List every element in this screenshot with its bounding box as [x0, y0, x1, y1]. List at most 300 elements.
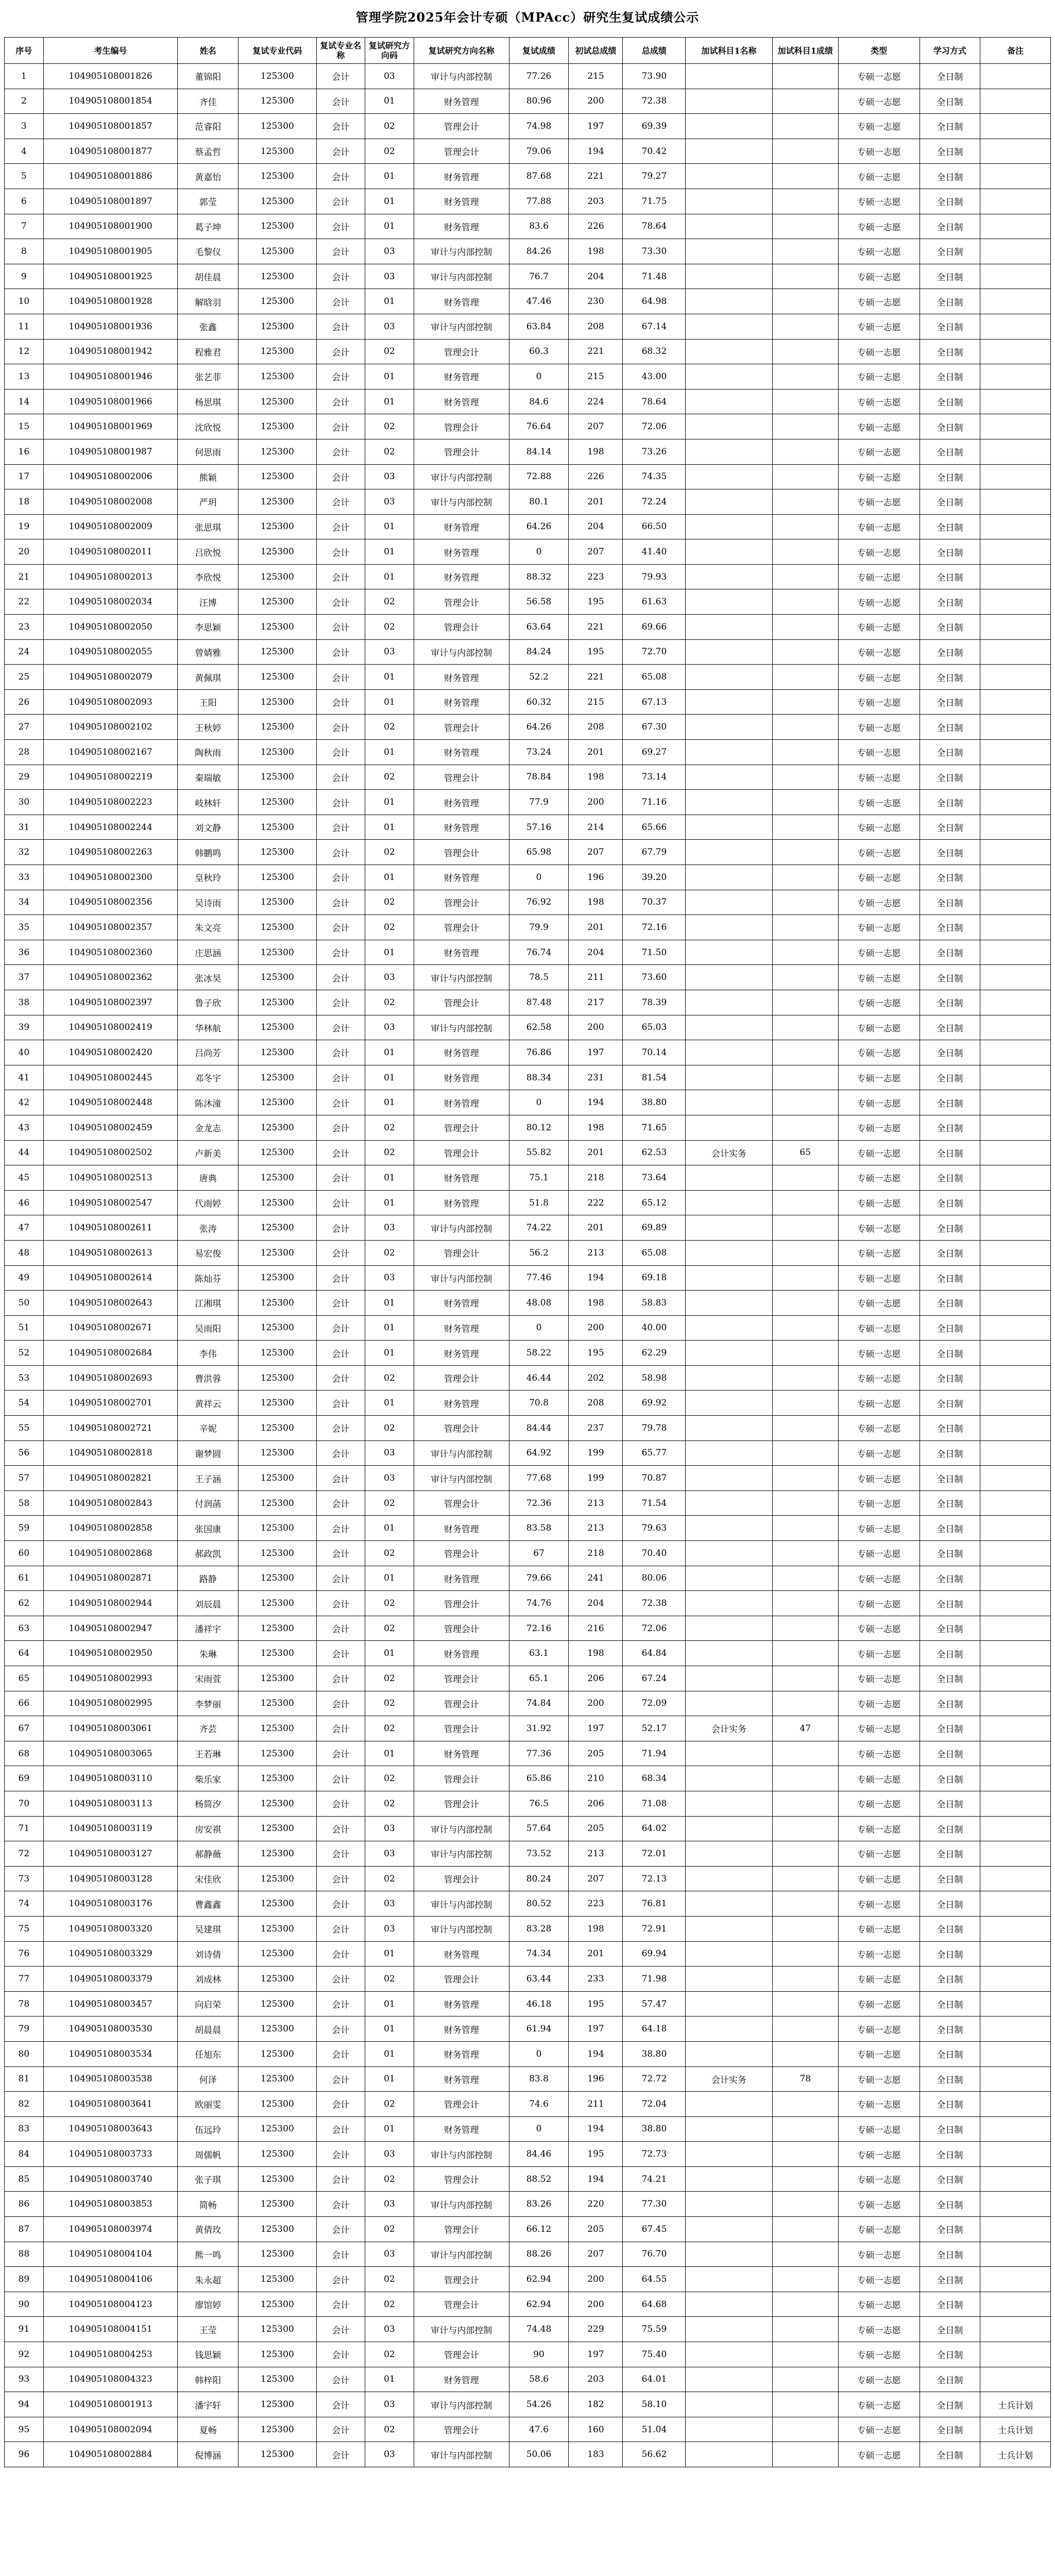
cell-col-seq: 44: [5, 1140, 44, 1165]
cell-col-study-mode: 全日制: [920, 2417, 980, 2442]
cell-col-total-score: 58.10: [623, 2392, 686, 2417]
cell-col-name: 解晗羽: [178, 289, 239, 314]
cell-col-extra-score: [772, 1591, 838, 1616]
cell-col-extra-score: 65: [772, 1140, 838, 1165]
cell-col-initial-score: 194: [569, 1090, 623, 1115]
cell-col-extra-score: [772, 815, 838, 840]
cell-col-study-mode: 全日制: [920, 2317, 980, 2342]
cell-col-major-name: 会计: [316, 1741, 365, 1766]
cell-col-seq: 45: [5, 1165, 44, 1191]
cell-col-direction-code: 03: [365, 2142, 414, 2167]
cell-col-exam-id: 104905108001966: [43, 389, 178, 414]
cell-col-study-mode: 全日制: [920, 2166, 980, 2192]
cell-col-extra-score: [772, 865, 838, 890]
cell-col-type: 专硕一志愿: [838, 1666, 920, 1691]
cell-col-exam-id: 104905108002357: [43, 915, 178, 940]
cell-col-initial-score: 223: [569, 564, 623, 589]
cell-col-direction-name: 财务管理: [414, 1641, 509, 1666]
cell-col-study-mode: 全日制: [920, 2217, 980, 2242]
cell-col-major-code: 125300: [239, 214, 316, 239]
cell-col-type: 专硕一志愿: [838, 1516, 920, 1541]
cell-col-initial-score: 197: [569, 2016, 623, 2042]
cell-col-name: 宋雨萱: [178, 1666, 239, 1691]
cell-col-initial-score: 215: [569, 364, 623, 389]
cell-col-initial-score: 215: [569, 689, 623, 715]
cell-col-major-name: 会计: [316, 2292, 365, 2317]
cell-col-major-code: 125300: [239, 965, 316, 990]
cell-col-remark: [980, 2367, 1051, 2392]
cell-col-major-code: 125300: [239, 1165, 316, 1191]
cell-col-direction-code: 03: [365, 239, 414, 264]
cell-col-extra-subject: [686, 2392, 772, 2417]
cell-col-direction-name: 管理会计: [414, 1791, 509, 1816]
cell-col-extra-subject: [686, 1967, 772, 1992]
cell-col-remark: [980, 564, 1051, 589]
cell-col-direction-name: 财务管理: [414, 89, 509, 114]
cell-col-remark: [980, 1015, 1051, 1040]
cell-col-major-code: 125300: [239, 139, 316, 164]
cell-col-retest-score: 61.94: [509, 2016, 569, 2042]
cell-col-name: 严玥: [178, 489, 239, 515]
cell-col-extra-score: [772, 1490, 838, 1516]
table-row: [5, 790, 1051, 815]
cell-col-direction-name: 财务管理: [414, 665, 509, 690]
cell-col-retest-score: 60.3: [509, 339, 569, 364]
cell-col-name: 董锦阳: [178, 64, 239, 89]
cell-col-major-name: 会计: [316, 1866, 365, 1891]
cell-col-direction-code: 03: [365, 639, 414, 665]
cell-col-initial-score: 203: [569, 2367, 623, 2392]
cell-col-direction-code: 02: [365, 414, 414, 439]
cell-col-extra-subject: [686, 965, 772, 990]
cell-col-remark: [980, 1040, 1051, 1065]
cell-col-extra-subject: [686, 2242, 772, 2267]
cell-col-major-name: 会计: [316, 815, 365, 840]
cell-col-name: 代雨婷: [178, 1190, 239, 1215]
cell-col-major-code: 125300: [239, 2417, 316, 2442]
cell-col-extra-subject: [686, 2142, 772, 2167]
cell-col-retest-score: 84.46: [509, 2142, 569, 2167]
cell-col-total-score: 56.62: [623, 2442, 686, 2467]
cell-col-initial-score: 217: [569, 990, 623, 1015]
cell-col-exam-id: 104905108001857: [43, 114, 178, 139]
cell-col-name: 陈沐潼: [178, 1090, 239, 1115]
cell-col-major-name: 会计: [316, 414, 365, 439]
cell-col-extra-score: [772, 64, 838, 89]
cell-col-initial-score: 195: [569, 639, 623, 665]
cell-col-retest-score: 77.46: [509, 1265, 569, 1291]
header-col-extra-score: 加试科目1成绩: [772, 38, 838, 64]
cell-col-initial-score: 200: [569, 1015, 623, 1040]
cell-col-major-code: 125300: [239, 2342, 316, 2367]
cell-col-extra-subject: [686, 1165, 772, 1191]
cell-col-direction-code: 02: [365, 715, 414, 740]
cell-col-seq: 72: [5, 1841, 44, 1867]
cell-col-retest-score: 66.12: [509, 2217, 569, 2242]
cell-col-seq: 63: [5, 1616, 44, 1641]
cell-col-retest-score: 50.06: [509, 2442, 569, 2467]
cell-col-exam-id: 104905108002445: [43, 1065, 178, 1090]
cell-col-major-name: 会计: [316, 1566, 365, 1591]
cell-col-study-mode: 全日制: [920, 1841, 980, 1867]
cell-col-initial-score: 198: [569, 439, 623, 464]
cell-col-extra-subject: [686, 1416, 772, 1441]
cell-col-exam-id: 104905108002614: [43, 1265, 178, 1291]
cell-col-study-mode: 全日制: [920, 840, 980, 865]
cell-col-type: 专硕一志愿: [838, 564, 920, 589]
cell-col-study-mode: 全日制: [920, 2392, 980, 2417]
cell-col-extra-score: [772, 139, 838, 164]
cell-col-major-code: 125300: [239, 815, 316, 840]
cell-col-major-code: 125300: [239, 2116, 316, 2142]
cell-col-direction-code: 02: [365, 1240, 414, 1265]
cell-col-extra-subject: [686, 2116, 772, 2142]
cell-col-extra-score: [772, 840, 838, 865]
table-row: [5, 1866, 1051, 1891]
cell-col-exam-id: 104905108002993: [43, 1666, 178, 1691]
cell-col-seq: 50: [5, 1291, 44, 1316]
cell-col-direction-code: 01: [365, 1941, 414, 1967]
cell-col-major-name: 会计: [316, 1967, 365, 1992]
cell-col-study-mode: 全日制: [920, 1716, 980, 1741]
cell-col-extra-subject: [686, 815, 772, 840]
cell-col-initial-score: 201: [569, 489, 623, 515]
cell-col-extra-score: [772, 239, 838, 264]
cell-col-name: 沈欣悦: [178, 414, 239, 439]
table-row: [5, 2392, 1051, 2417]
cell-col-remark: [980, 2317, 1051, 2342]
cell-col-direction-code: 01: [365, 189, 414, 214]
cell-col-remark: [980, 1691, 1051, 1716]
cell-col-direction-code: 02: [365, 114, 414, 139]
cell-col-type: 专硕一志愿: [838, 289, 920, 314]
cell-col-direction-code: 02: [365, 1616, 414, 1641]
cell-col-study-mode: 全日制: [920, 1916, 980, 1941]
cell-col-extra-score: [772, 1115, 838, 1140]
cell-col-extra-score: [772, 1365, 838, 1391]
cell-col-exam-id: 104905108001900: [43, 214, 178, 239]
cell-col-total-score: 71.48: [623, 264, 686, 289]
cell-col-major-name: 会计: [316, 715, 365, 740]
cell-col-initial-score: 211: [569, 965, 623, 990]
cell-col-total-score: 64.55: [623, 2267, 686, 2292]
cell-col-type: 专硕一志愿: [838, 364, 920, 389]
cell-col-total-score: 39.20: [623, 865, 686, 890]
cell-col-remark: [980, 1365, 1051, 1391]
cell-col-extra-score: [772, 339, 838, 364]
cell-col-direction-name: 财务管理: [414, 740, 509, 765]
cell-col-major-code: 125300: [239, 1341, 316, 1366]
cell-col-remark: [980, 1616, 1051, 1641]
cell-col-major-code: 125300: [239, 1541, 316, 1566]
cell-col-study-mode: 全日制: [920, 2367, 980, 2392]
cell-col-type: 专硕一志愿: [838, 2392, 920, 2417]
header-col-exam-id: 考生编号: [43, 38, 178, 64]
cell-col-major-name: 会计: [316, 2166, 365, 2192]
cell-col-initial-score: 208: [569, 715, 623, 740]
cell-col-extra-score: [772, 2392, 838, 2417]
cell-col-study-mode: 全日制: [920, 1941, 980, 1967]
cell-col-type: 专硕一志愿: [838, 2016, 920, 2042]
cell-col-retest-score: 77.88: [509, 189, 569, 214]
cell-col-name: 邓冬宇: [178, 1065, 239, 1090]
cell-col-study-mode: 全日制: [920, 790, 980, 815]
cell-col-seq: 91: [5, 2317, 44, 2342]
cell-col-major-name: 会计: [316, 1841, 365, 1867]
cell-col-retest-score: 76.86: [509, 1040, 569, 1065]
cell-col-extra-score: [772, 1015, 838, 1040]
cell-col-exam-id: 104905108002721: [43, 1416, 178, 1441]
cell-col-direction-code: 01: [365, 1040, 414, 1065]
cell-col-direction-name: 财务管理: [414, 1516, 509, 1541]
cell-col-retest-score: 73.24: [509, 740, 569, 765]
cell-col-exam-id: 104905108002009: [43, 514, 178, 539]
cell-col-name: 房安祺: [178, 1816, 239, 1841]
cell-col-extra-subject: [686, 1365, 772, 1391]
cell-col-study-mode: 全日制: [920, 414, 980, 439]
cell-col-direction-code: 02: [365, 1766, 414, 1791]
cell-col-study-mode: 全日制: [920, 1816, 980, 1841]
cell-col-retest-score: 47.46: [509, 289, 569, 314]
cell-col-total-score: 51.04: [623, 2417, 686, 2442]
cell-col-extra-score: [772, 389, 838, 414]
cell-col-seq: 57: [5, 1466, 44, 1491]
cell-col-major-code: 125300: [239, 1866, 316, 1891]
cell-col-retest-score: 74.98: [509, 114, 569, 139]
cell-col-name: 黄倩玫: [178, 2217, 239, 2242]
cell-col-extra-score: [772, 2442, 838, 2467]
cell-col-total-score: 73.26: [623, 439, 686, 464]
cell-col-name: 李梦丽: [178, 1691, 239, 1716]
cell-col-major-code: 125300: [239, 2442, 316, 2467]
table-row: [5, 1015, 1051, 1040]
cell-col-study-mode: 全日制: [920, 2242, 980, 2267]
cell-col-major-code: 125300: [239, 890, 316, 915]
cell-col-initial-score: 221: [569, 339, 623, 364]
cell-col-total-score: 64.01: [623, 2367, 686, 2392]
cell-col-type: 专硕一志愿: [838, 1991, 920, 2016]
cell-col-direction-code: 01: [365, 539, 414, 565]
cell-col-extra-subject: [686, 740, 772, 765]
cell-col-direction-name: 管理会计: [414, 765, 509, 790]
cell-col-extra-subject: [686, 890, 772, 915]
cell-col-initial-score: 204: [569, 1591, 623, 1616]
cell-col-extra-score: [772, 289, 838, 314]
cell-col-type: 专硕一志愿: [838, 2217, 920, 2242]
cell-col-direction-code: 03: [365, 2442, 414, 2467]
cell-col-direction-code: 03: [365, 1015, 414, 1040]
cell-col-study-mode: 全日制: [920, 2016, 980, 2042]
table-row: [5, 1140, 1051, 1165]
cell-col-initial-score: 213: [569, 1240, 623, 1265]
cell-col-type: 专硕一志愿: [838, 539, 920, 565]
cell-col-exam-id: 104905108003176: [43, 1891, 178, 1917]
cell-col-direction-name: 财务管理: [414, 790, 509, 815]
cell-col-exam-id: 104905108004323: [43, 2367, 178, 2392]
cell-col-type: 专硕一志愿: [838, 1040, 920, 1065]
cell-col-major-code: 125300: [239, 1916, 316, 1941]
cell-col-seq: 93: [5, 2367, 44, 2392]
cell-col-name: 刘成林: [178, 1967, 239, 1992]
cell-col-remark: [980, 639, 1051, 665]
cell-col-total-score: 71.08: [623, 1791, 686, 1816]
cell-col-direction-code: 01: [365, 2041, 414, 2066]
cell-col-total-score: 72.38: [623, 89, 686, 114]
cell-col-initial-score: 215: [569, 64, 623, 89]
cell-col-type: 专硕一志愿: [838, 1265, 920, 1291]
cell-col-direction-code: 02: [365, 1866, 414, 1891]
cell-col-extra-subject: [686, 2317, 772, 2342]
cell-col-remark: [980, 2166, 1051, 2192]
cell-col-extra-subject: [686, 139, 772, 164]
cell-col-major-name: 会计: [316, 665, 365, 690]
cell-col-name: 黄祥云: [178, 1391, 239, 1416]
cell-col-total-score: 72.70: [623, 639, 686, 665]
cell-col-extra-score: [772, 1816, 838, 1841]
cell-col-seq: 47: [5, 1215, 44, 1241]
cell-col-name: 何泽: [178, 2066, 239, 2092]
cell-col-extra-score: [772, 439, 838, 464]
cell-col-remark: [980, 1566, 1051, 1591]
cell-col-exam-id: 104905108001905: [43, 239, 178, 264]
cell-col-total-score: 78.39: [623, 990, 686, 1015]
cell-col-retest-score: 77.9: [509, 790, 569, 815]
cell-col-major-code: 125300: [239, 940, 316, 965]
cell-col-extra-score: [772, 1341, 838, 1366]
cell-col-type: 专硕一志愿: [838, 715, 920, 740]
cell-col-major-name: 会计: [316, 740, 365, 765]
cell-col-remark: [980, 1967, 1051, 1992]
cell-col-extra-subject: [686, 1791, 772, 1816]
table-row: [5, 564, 1051, 589]
cell-col-extra-score: [772, 1991, 838, 2016]
cell-col-type: 专硕一志愿: [838, 1616, 920, 1641]
table-row: [5, 2016, 1051, 2042]
cell-col-major-code: 125300: [239, 1641, 316, 1666]
cell-col-exam-id: 104905108004253: [43, 2342, 178, 2367]
cell-col-retest-score: 0: [509, 2116, 569, 2142]
cell-col-total-score: 68.34: [623, 1766, 686, 1791]
cell-col-extra-score: [772, 1165, 838, 1191]
cell-col-exam-id: 104905108001886: [43, 164, 178, 189]
cell-col-study-mode: 全日制: [920, 1015, 980, 1040]
cell-col-direction-code: 02: [365, 1490, 414, 1516]
cell-col-study-mode: 全日制: [920, 514, 980, 539]
cell-col-retest-score: 76.5: [509, 1791, 569, 1816]
cell-col-total-score: 70.42: [623, 139, 686, 164]
cell-col-extra-subject: [686, 1341, 772, 1366]
cell-col-remark: [980, 1766, 1051, 1791]
cell-col-study-mode: 全日制: [920, 689, 980, 715]
cell-col-major-code: 125300: [239, 1941, 316, 1967]
cell-col-seq: 95: [5, 2417, 44, 2442]
cell-col-total-score: 57.47: [623, 1991, 686, 2016]
cell-col-exam-id: 104905108002693: [43, 1365, 178, 1391]
cell-col-study-mode: 全日制: [920, 1666, 980, 1691]
cell-col-direction-code: 01: [365, 815, 414, 840]
cell-col-extra-subject: [686, 239, 772, 264]
cell-col-direction-code: 02: [365, 2292, 414, 2317]
cell-col-name: 张思琪: [178, 514, 239, 539]
cell-col-type: 专硕一志愿: [838, 1841, 920, 1867]
cell-col-remark: [980, 1215, 1051, 1241]
cell-col-seq: 94: [5, 2392, 44, 2417]
table-row: [5, 1490, 1051, 1516]
cell-col-remark: [980, 1315, 1051, 1341]
cell-col-direction-name: 财务管理: [414, 940, 509, 965]
cell-col-major-code: 125300: [239, 2016, 316, 2042]
cell-col-seq: 96: [5, 2442, 44, 2467]
table-row: [5, 890, 1051, 915]
cell-col-remark: [980, 1341, 1051, 1366]
cell-col-direction-code: 01: [365, 1391, 414, 1416]
cell-col-retest-score: 80.12: [509, 1115, 569, 1140]
cell-col-retest-score: 65.98: [509, 840, 569, 865]
cell-col-study-mode: 全日制: [920, 339, 980, 364]
cell-col-total-score: 41.40: [623, 539, 686, 565]
cell-col-remark: [980, 1466, 1051, 1491]
cell-col-type: 专硕一志愿: [838, 489, 920, 515]
cell-col-major-name: 会计: [316, 689, 365, 715]
cell-col-initial-score: 194: [569, 2041, 623, 2066]
cell-col-retest-score: 0: [509, 1090, 569, 1115]
cell-col-name: 庄思涵: [178, 940, 239, 965]
cell-col-study-mode: 全日制: [920, 1866, 980, 1891]
table-row: [5, 1691, 1051, 1716]
cell-col-total-score: 73.90: [623, 64, 686, 89]
cell-col-direction-name: 管理会计: [414, 1541, 509, 1566]
cell-col-major-name: 会计: [316, 615, 365, 640]
cell-col-direction-name: 审计与内部控制: [414, 314, 509, 339]
cell-col-direction-code: 02: [365, 615, 414, 640]
table-row: [5, 1416, 1051, 1441]
table-row: [5, 1516, 1051, 1541]
cell-col-seq: 5: [5, 164, 44, 189]
cell-col-extra-score: [772, 1240, 838, 1265]
cell-col-direction-code: 01: [365, 1065, 414, 1090]
cell-col-retest-score: 54.26: [509, 2392, 569, 2417]
cell-col-type: 专硕一志愿: [838, 2192, 920, 2217]
cell-col-seq: 11: [5, 314, 44, 339]
cell-col-total-score: 79.93: [623, 564, 686, 589]
cell-col-initial-score: 199: [569, 1440, 623, 1466]
cell-col-extra-subject: [686, 264, 772, 289]
cell-col-type: 专硕一志愿: [838, 965, 920, 990]
cell-col-name: 夏畅: [178, 2417, 239, 2442]
cell-col-major-name: 会计: [316, 1065, 365, 1090]
cell-col-initial-score: 208: [569, 1391, 623, 1416]
cell-col-major-code: 125300: [239, 2166, 316, 2192]
cell-col-remark: [980, 790, 1051, 815]
cell-col-exam-id: 104905108002547: [43, 1190, 178, 1215]
cell-col-retest-score: 88.26: [509, 2242, 569, 2267]
cell-col-initial-score: 201: [569, 1941, 623, 1967]
cell-col-total-score: 70.87: [623, 1466, 686, 1491]
header-col-initial-score: 初试总成绩: [569, 38, 623, 64]
cell-col-remark: [980, 1666, 1051, 1691]
cell-col-seq: 29: [5, 765, 44, 790]
table-row: [5, 2217, 1051, 2242]
table-row: [5, 689, 1051, 715]
cell-col-direction-code: 02: [365, 1691, 414, 1716]
table-row: [5, 89, 1051, 114]
cell-col-remark: [980, 1866, 1051, 1891]
cell-col-direction-name: 审计与内部控制: [414, 965, 509, 990]
cell-col-remark: [980, 139, 1051, 164]
cell-col-retest-score: 88.34: [509, 1065, 569, 1090]
cell-col-exam-id: 104905108004123: [43, 2292, 178, 2317]
cell-col-direction-code: 02: [365, 2166, 414, 2192]
